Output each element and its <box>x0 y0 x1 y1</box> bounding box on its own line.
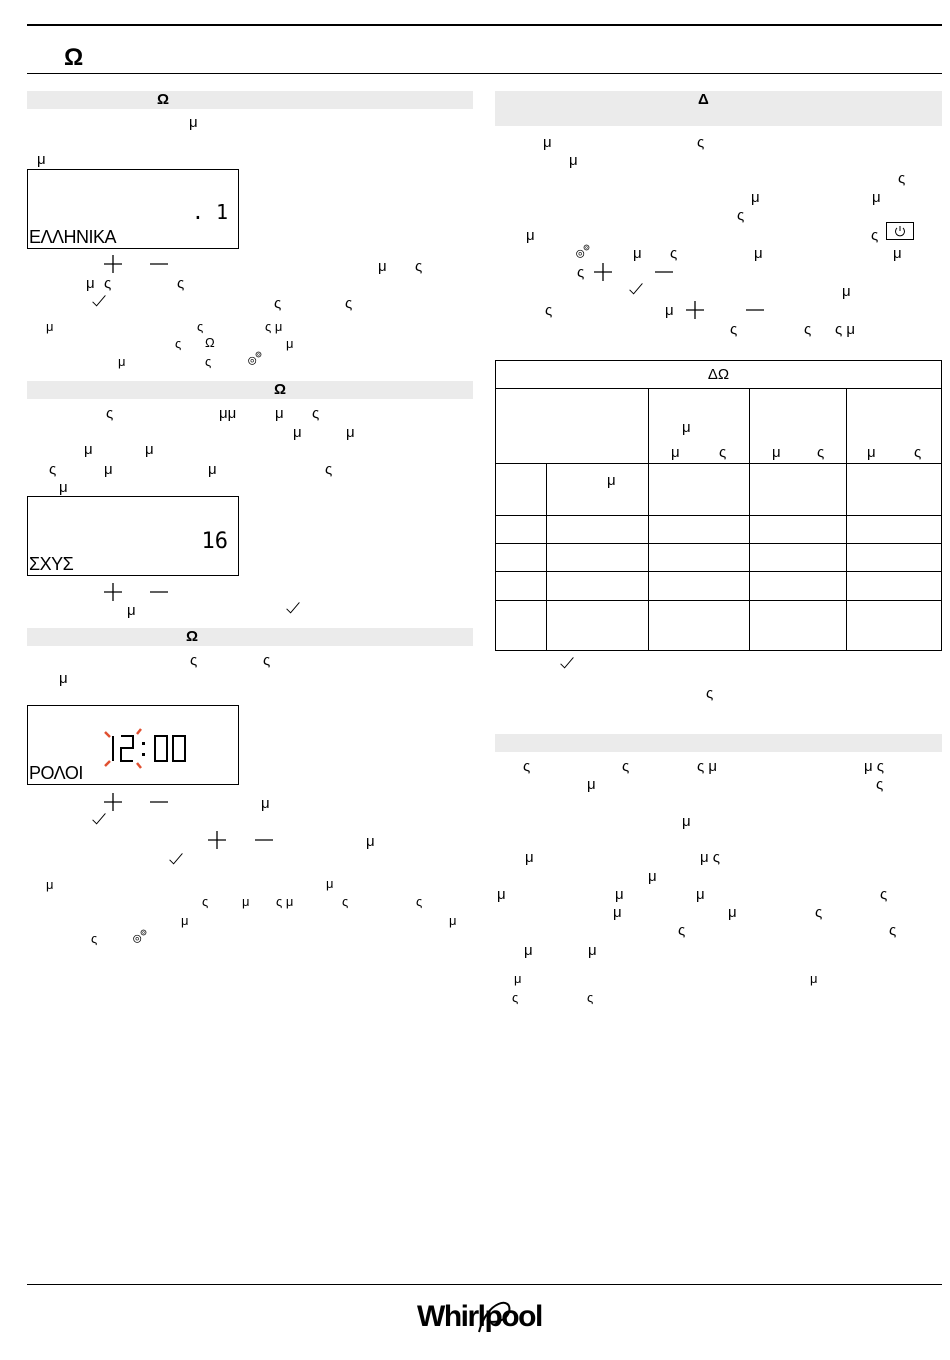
header-text: μ <box>671 444 680 461</box>
footer-rule <box>27 1284 942 1285</box>
text-fragment: μ <box>728 904 737 921</box>
text-fragment: μ <box>84 441 93 458</box>
text-fragment: μ ς <box>700 849 721 866</box>
text-fragment: ς <box>577 264 585 281</box>
text-fragment: μ <box>104 461 113 478</box>
text-fragment: ς <box>202 894 209 909</box>
text-fragment: μ <box>751 189 760 206</box>
data-table <box>495 360 942 651</box>
top-rule <box>27 24 942 26</box>
text-fragment: ς <box>889 922 897 939</box>
minus-icon <box>149 254 169 274</box>
check-icon <box>166 851 186 867</box>
text-fragment: μ <box>893 245 902 262</box>
text-fragment: μ <box>696 886 705 903</box>
clock-digits <box>103 726 203 771</box>
plus-icon <box>103 792 123 812</box>
section-header-right-1 <box>495 91 942 126</box>
text-fragment: μ <box>261 795 270 812</box>
table-row <box>496 572 942 601</box>
text-fragment: μ <box>378 258 387 275</box>
text-fragment: μ <box>648 868 657 885</box>
text-fragment: ς μ <box>835 321 856 338</box>
section-heading: Ω <box>274 381 287 398</box>
minus-icon <box>149 792 169 812</box>
check-icon <box>89 293 109 309</box>
table-row <box>496 601 942 651</box>
page-title: Ω <box>64 44 84 71</box>
text-fragment: ς <box>342 894 349 909</box>
text-fragment: μ <box>46 877 54 892</box>
text-fragment: ς <box>622 758 630 775</box>
text-fragment: ς μ <box>265 319 283 334</box>
text-fragment: μ <box>275 405 284 422</box>
section-heading: Ω <box>157 91 170 108</box>
plus-icon <box>593 262 613 282</box>
text-fragment: ς <box>880 886 888 903</box>
check-icon <box>283 600 303 616</box>
text-fragment: μ <box>543 134 552 151</box>
text-fragment: μ <box>189 114 198 131</box>
cell-text: μ <box>607 472 616 489</box>
text-fragment: ς <box>678 922 686 939</box>
text-fragment: μ <box>842 283 851 300</box>
text-fragment: ς <box>587 990 594 1005</box>
text-fragment: ς <box>175 336 182 351</box>
section-heading: Δ <box>698 91 709 108</box>
section-header-3 <box>27 628 473 646</box>
text-fragment: ς <box>670 245 678 262</box>
check-icon <box>626 281 646 297</box>
text-fragment: ς <box>197 319 204 334</box>
text-fragment: μ <box>514 971 522 986</box>
text-fragment: ς <box>345 295 353 312</box>
text-fragment: μ <box>569 152 578 169</box>
text-fragment: ς <box>190 652 198 669</box>
text-fragment: μ <box>346 424 355 441</box>
section-header-right-2 <box>495 734 942 752</box>
display-screen <box>27 496 239 576</box>
text-fragment: ς <box>815 904 823 921</box>
header-text: ς <box>817 444 825 461</box>
brand-logo <box>417 1298 557 1338</box>
text-fragment: ς <box>274 295 282 312</box>
text-fragment: μ <box>46 319 54 334</box>
display-screen <box>27 705 239 785</box>
text-fragment: μ <box>208 461 217 478</box>
table-row <box>496 544 942 572</box>
text-fragment: ς <box>737 207 745 224</box>
check-icon <box>89 811 109 827</box>
text-fragment: μ <box>86 275 95 292</box>
text-fragment: μ <box>682 813 691 830</box>
text-fragment: μ <box>615 886 624 903</box>
table-row <box>496 464 942 516</box>
plus-icon <box>103 582 123 602</box>
text-fragment: μ <box>145 441 154 458</box>
text-fragment: μ <box>449 913 457 928</box>
table-header-cell <box>496 389 649 464</box>
text-fragment: μμ <box>219 405 237 422</box>
header-text: ς <box>719 444 727 461</box>
text-fragment: μ <box>181 913 189 928</box>
text-fragment: μ <box>613 904 622 921</box>
text-fragment: μ <box>524 942 533 959</box>
text-fragment: ς <box>545 302 553 319</box>
text-fragment: ς μ <box>276 894 294 909</box>
text-fragment: μ <box>286 336 294 351</box>
text-fragment: ς <box>177 275 185 292</box>
text-fragment: μ <box>293 424 302 441</box>
text-fragment: ς <box>104 275 112 292</box>
text-fragment: ς <box>106 405 114 422</box>
minus-icon <box>149 582 169 602</box>
header-text: μ <box>772 444 781 461</box>
table-title: ΔΩ <box>496 361 942 389</box>
minus-icon <box>254 830 274 850</box>
text-fragment: ς <box>804 321 812 338</box>
text-fragment: μ <box>366 833 375 850</box>
section-header-1 <box>27 91 473 109</box>
display-label: ΡΟΛΟΙ <box>29 763 83 783</box>
text-fragment: ς <box>730 321 738 338</box>
settings-icon <box>130 928 148 946</box>
text-fragment: μ <box>37 151 46 168</box>
section-header-2 <box>27 381 473 399</box>
table-header-cell <box>750 389 847 464</box>
header-text: μ <box>867 444 876 461</box>
text-fragment: ς <box>416 894 423 909</box>
table-header-cell <box>847 389 942 464</box>
plus-icon <box>207 830 227 850</box>
text-fragment: ς <box>49 461 57 478</box>
text-fragment: ς <box>871 227 879 244</box>
display-label: ΣΧΥΣ <box>29 554 74 574</box>
text-fragment: ς <box>415 258 423 275</box>
text-fragment: ς <box>706 685 714 702</box>
header-text: μ <box>682 419 691 436</box>
text-fragment: ς <box>312 405 320 422</box>
text-fragment: ς <box>697 134 705 151</box>
brand-name: Whirlpool <box>417 1300 542 1333</box>
minus-icon <box>654 262 674 282</box>
text-fragment: ς μ <box>697 758 718 775</box>
text-fragment: μ <box>665 302 674 319</box>
text-fragment: μ <box>587 776 596 793</box>
text-fragment: ς <box>263 652 271 669</box>
text-fragment: μ <box>872 189 881 206</box>
settings-icon <box>245 350 263 368</box>
text-fragment: μ <box>754 245 763 262</box>
text-fragment: μ <box>633 245 642 262</box>
text-fragment: ς <box>898 170 906 187</box>
settings-icon <box>573 243 591 261</box>
check-icon <box>557 655 577 671</box>
text-fragment: μ <box>59 479 68 496</box>
display-value: . 1 <box>191 200 228 224</box>
text-fragment: μ <box>526 227 535 244</box>
text-fragment: μ <box>588 942 597 959</box>
minus-icon <box>745 300 765 320</box>
header-rule <box>27 73 942 74</box>
text-fragment: ς <box>876 776 884 793</box>
header-text: ς <box>914 444 922 461</box>
text-fragment: Ω <box>205 335 215 350</box>
text-fragment: μ <box>242 894 250 909</box>
table-header-cell <box>649 389 750 464</box>
table-row <box>496 516 942 544</box>
text-fragment: μ <box>127 602 136 619</box>
text-fragment: ς <box>523 758 531 775</box>
text-fragment: ς <box>325 461 333 478</box>
display-screen <box>27 169 239 249</box>
power-button-icon <box>886 222 914 240</box>
plus-icon <box>103 254 123 274</box>
text-fragment: μ <box>59 670 68 687</box>
display-label: ΕΛΛΗΝΙΚΑ <box>29 227 117 247</box>
text-fragment: ς <box>512 990 519 1005</box>
text-fragment: μ <box>497 886 506 903</box>
text-fragment: μ <box>525 849 534 866</box>
text-fragment: μ <box>326 876 334 891</box>
text-fragment: μ ς <box>864 758 885 775</box>
text-fragment: ς <box>91 931 98 946</box>
display-value: 16 <box>201 529 228 554</box>
text-fragment: μ <box>810 971 818 986</box>
text-fragment: μ <box>118 354 126 369</box>
plus-icon <box>685 300 705 320</box>
section-heading: Ω <box>186 628 199 645</box>
text-fragment: ς <box>205 354 212 369</box>
